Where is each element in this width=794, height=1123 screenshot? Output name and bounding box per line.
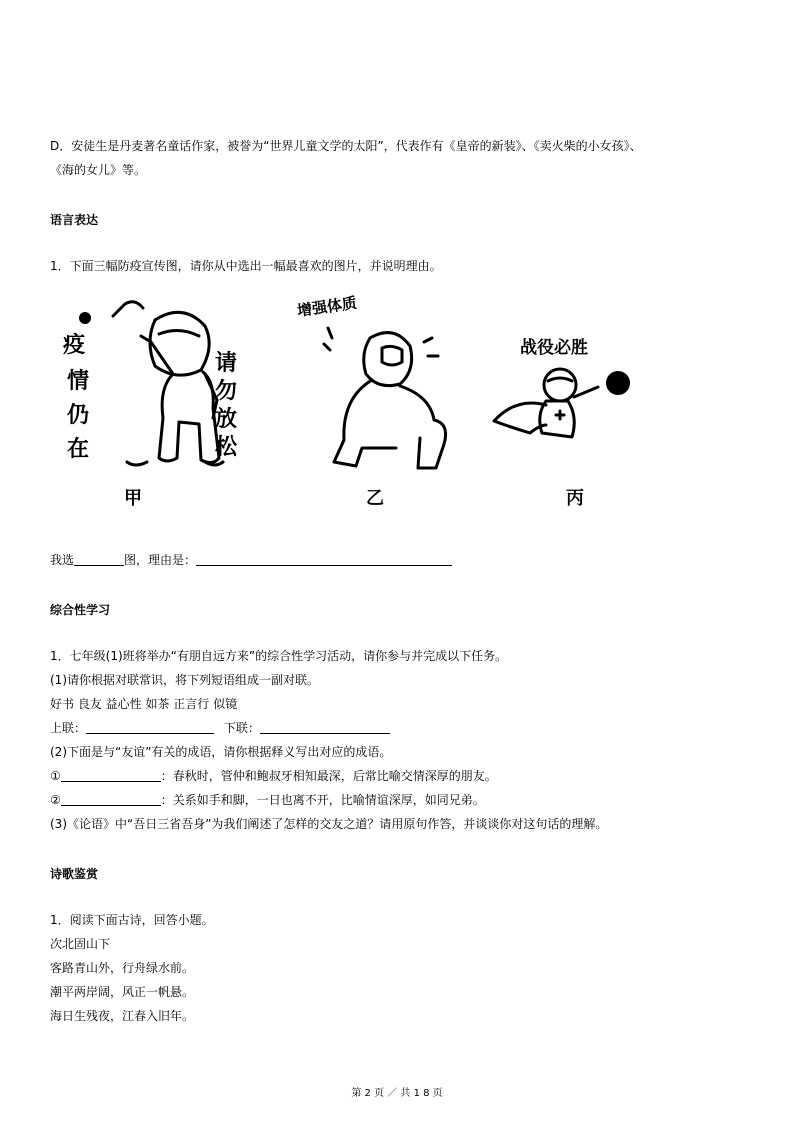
idiom-item-2-text: ：关系如手和脚，一日也离不开，比喻情谊深厚，如同兄弟。 bbox=[160, 793, 485, 807]
option-d-line2: 《海的女儿》等。 bbox=[50, 163, 147, 177]
idiom-2-blank[interactable] bbox=[61, 793, 161, 806]
poster-text-right-3: 放 bbox=[215, 407, 238, 432]
sub-question-1: (1)请你根据对联常识，将下列短语组成一副对联。 bbox=[50, 673, 319, 687]
answer-prefix: 我选 bbox=[50, 553, 75, 567]
picture-caption-bing: 丙 bbox=[566, 488, 584, 509]
poster-text-top: 战役必胜 bbox=[520, 338, 588, 358]
answer-line bbox=[50, 552, 452, 568]
virus-icon bbox=[606, 371, 630, 395]
option-d-line1: D．安徒生是丹麦著名童话作家，被誉为“世界儿童文学的太阳”，代表作有《皇帝的新装》、《卖火柴的小女孩》、 bbox=[50, 139, 642, 153]
page-footer: 第 2 页 ／ 共 1 8 页 bbox=[351, 1088, 443, 1099]
poster-text-left-4: 在 bbox=[67, 437, 90, 462]
idiom-1-blank[interactable] bbox=[61, 769, 161, 782]
poster-text-right-1: 请 bbox=[215, 351, 238, 376]
idiom-item-1-num: ① bbox=[50, 769, 61, 783]
question-1-poetry: 1．阅读下面古诗，回答小题。 bbox=[50, 913, 214, 927]
illustration-bing bbox=[490, 325, 650, 455]
poster-text-left-1: 疫 bbox=[63, 333, 86, 358]
picture-caption-yi: 乙 bbox=[366, 488, 384, 509]
lower-couplet-blank[interactable] bbox=[260, 721, 390, 734]
reason-blank[interactable] bbox=[196, 553, 452, 566]
poster-text-right-2: 勿 bbox=[215, 379, 238, 404]
poster-text-left-3: 仍 bbox=[67, 403, 90, 428]
lower-couplet-label: 下联： bbox=[223, 721, 260, 735]
poem-line-3: 海日生残夜，江春入旧年。 bbox=[50, 1009, 195, 1023]
illustration-jia bbox=[55, 290, 255, 475]
upper-couplet-label: 上联： bbox=[50, 721, 87, 735]
answer-mid: 图，理由是： bbox=[124, 553, 197, 567]
poem-line-1: 客路青山外，行舟绿水前。 bbox=[50, 961, 195, 975]
pointing-hand-icon bbox=[79, 312, 91, 324]
picture-caption-jia: 甲 bbox=[124, 488, 142, 509]
poster-text-right-4: 松 bbox=[215, 435, 238, 460]
idiom-item-1 bbox=[50, 768, 497, 784]
picture-choice-blank[interactable] bbox=[74, 553, 124, 566]
sub-question-3: (3)《论语》中“吾日三省吾身”为我们阐述了怎样的交友之道？请用原句作答，并谈谈你对这句话的理解。 bbox=[50, 817, 608, 831]
question-1-integrated: 1．七年级(1)班将举办“有朋自远方来”的综合性学习活动，请你参与并完成以下任务。 bbox=[50, 649, 508, 663]
sub-question-2: (2)下面是与“友谊”有关的成语，请你根据释义写出对应的成语。 bbox=[50, 745, 392, 759]
section-heading-integrated: 综合性学习 bbox=[50, 603, 111, 617]
poem-line-2: 潮平两岸阔，风正一帆悬。 bbox=[50, 985, 195, 999]
idiom-item-2 bbox=[50, 792, 485, 808]
idiom-item-2-num: ② bbox=[50, 793, 61, 807]
poem-title: 次北固山下 bbox=[50, 937, 111, 951]
idiom-item-1-text: ：春秋时，管仲和鲍叔牙相知最深，后常比喻交情深厚的朋友。 bbox=[160, 769, 497, 783]
upper-couplet-blank[interactable] bbox=[86, 721, 214, 734]
section-heading-language: 语言表达 bbox=[50, 213, 99, 227]
poster-text-top: 增强体质 bbox=[296, 293, 358, 320]
poster-text-left-2: 情 bbox=[67, 369, 90, 394]
couplet-line bbox=[50, 720, 390, 736]
illustration-yi bbox=[290, 290, 460, 475]
phrase-list: 好书 良友 益心性 如茶 正言行 似镜 bbox=[50, 697, 238, 711]
section-heading-poetry: 诗歌鉴赏 bbox=[50, 867, 99, 881]
question-1-language: 1．下面三幅防疫宣传图，请你从中选出一幅最喜欢的图片，并说明理由。 bbox=[50, 259, 442, 273]
